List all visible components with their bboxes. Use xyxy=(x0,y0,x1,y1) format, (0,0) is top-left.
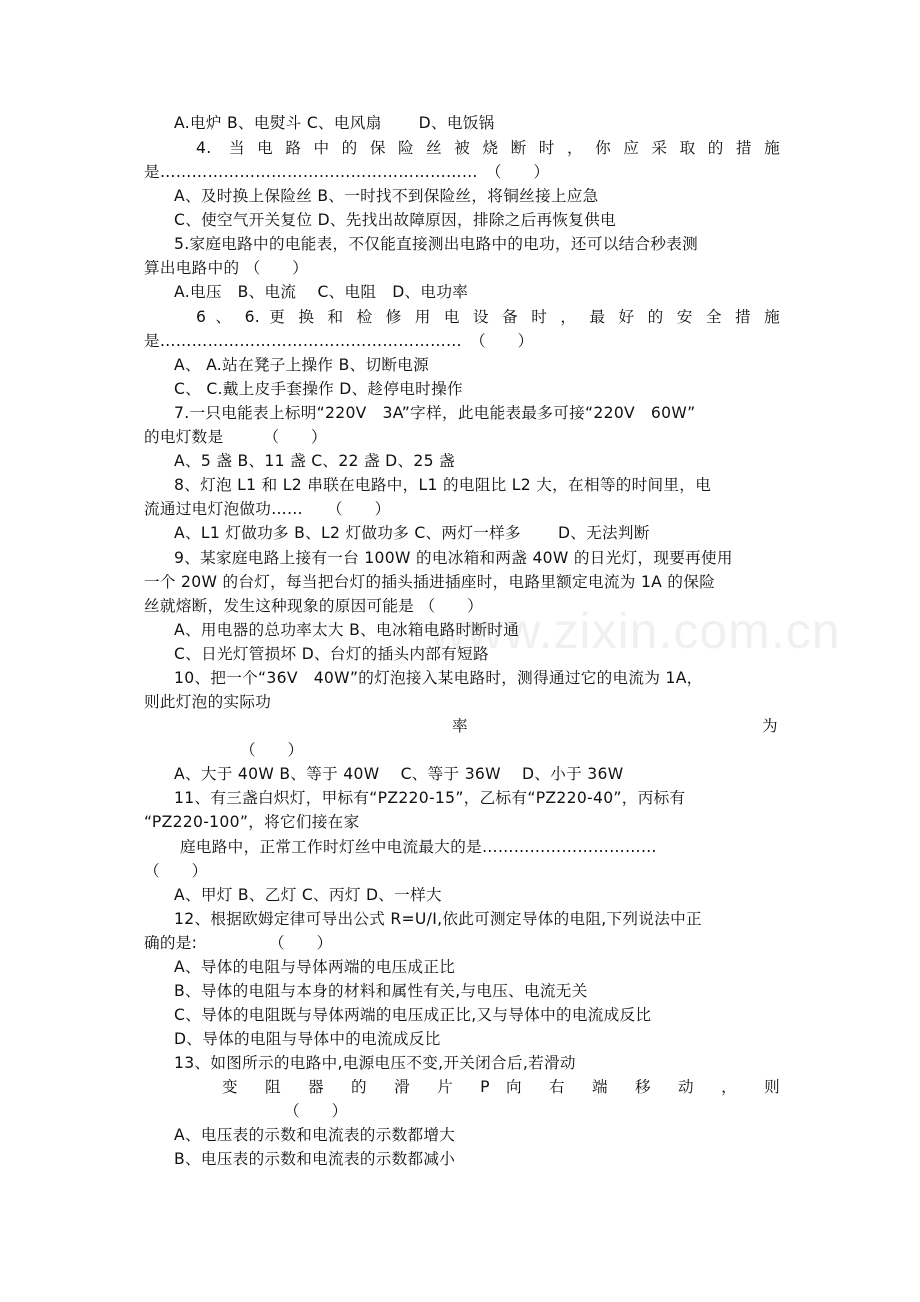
q4-stem-cont: 是…………………………………………………… （ ） xyxy=(144,163,550,181)
q10-stem-cont: 则此灯泡的实际功 xyxy=(144,693,272,711)
q5-stem-cont: 算出电路中的 （ ） xyxy=(144,259,309,277)
q9-option-ab: A、用电器的总功率太大 B、电冰箱电路时断时通 xyxy=(174,621,520,639)
q6-option-cd: C、 C.戴上皮手套操作 D、趁停电时操作 xyxy=(174,380,463,398)
q6-stem: 6 、 6. 更 换 和 检 修 用 电 设 备 时 ， 最 好 的 安 全 措 施 xyxy=(196,308,780,326)
q13-answer-blank: （ ） xyxy=(284,1102,348,1120)
q10-stem: 10、把一个“36V 40W”的灯泡接入某电路时，测得通过它的电流为 1A， xyxy=(174,669,703,687)
q9-stem-cont: 一个 20W 的台灯，每当把台灯的插头插进插座时，电路里额定电流为 1A 的保险 xyxy=(144,573,716,591)
q4-stem: 4. 当电路中的保险丝被烧断时，你应采取的措施 xyxy=(196,139,780,157)
q9-option-cd: C、日光灯管损坏 D、台灯的插头内部有短路 xyxy=(174,645,489,663)
q7-stem-cont: 的电灯数是 （ ） xyxy=(144,428,327,446)
watermark: www.zixin.com.cn xyxy=(430,603,841,659)
q13-option-a: A、电压表的示数和电流表的示数都增大 xyxy=(174,1126,456,1144)
q12-stem: 12、根据欧姆定律可导出公式 R=U/I,依此可测定导体的电阻,下列说法中正 xyxy=(174,910,702,928)
q12-option-b: B、导体的电阻与本身的材料和属性有关,与电压、电流无关 xyxy=(174,982,588,1000)
q13-stem-cont: 变 阻 器 的 滑 片 P 向 右 端 移 动 ， 则 xyxy=(222,1078,780,1096)
q11-stem-cont2: 庭电路中，正常工作时灯丝中电流最大的是…………………………… xyxy=(180,838,657,856)
q4-option-cd: C、使空气开关复位 D、先找出故障原因，排除之后再恢复供电 xyxy=(174,211,616,229)
q3-options: A.电炉 B、电熨斗 C、电风扇 D、电饭锅 xyxy=(174,114,495,132)
q6-stem-cont: 是………………………………………………… （ ） xyxy=(144,332,534,350)
q11-options: A、甲灯 B、乙灯 C、丙灯 D、一样大 xyxy=(174,886,442,904)
q12-option-a: A、导体的电阻与导体两端的电压成正比 xyxy=(174,958,456,976)
q11-stem-cont: “PZ220-100”，将它们接在家 xyxy=(144,813,360,831)
q8-stem: 8、灯泡 L1 和 L2 串联在电路中，L1 的电阻比 L2 大，在相等的时间里，电 xyxy=(174,476,712,494)
q8-options: A、L1 灯做功多 B、L2 灯做功多 C、两灯一样多 D、无法判断 xyxy=(174,524,650,542)
q12-option-c: C、导体的电阻既与导体两端的电压成正比,又与导体中的电流成反比 xyxy=(174,1006,652,1024)
q8-stem-cont: 流通过电灯泡做功…… （ ） xyxy=(144,500,391,518)
q9-stem-cont2: 丝就熔断，发生这种现象的原因可能是 （ ） xyxy=(144,597,484,615)
q9-stem: 9、某家庭电路上接有一台 100W 的电冰箱和两盏 40W 的日光灯，现要再使用 xyxy=(174,549,733,567)
q5-stem: 5.家庭电路中的电能表，不仅能直接测出电路中的电功，还可以结合秒表测 xyxy=(174,235,699,253)
q11-answer-blank: （ ） xyxy=(144,862,208,880)
q10-stem-word2: 为 xyxy=(762,717,778,735)
q11-stem: 11、有三盏白炽灯，甲标有“PZ220-15”，乙标有“PZ220-40”，丙标有 xyxy=(174,789,686,807)
q10-stem-word1: 率 xyxy=(452,717,468,735)
q10-answer-blank: （ ） xyxy=(240,741,304,759)
q6-option-ab: A、 A.站在凳子上操作 B、切断电源 xyxy=(174,356,430,374)
q10-options: A、大于 40W B、等于 40W C、等于 36W D、小于 36W xyxy=(174,765,624,783)
q12-stem-cont: 确的是: （ ） xyxy=(144,934,333,952)
q5-options: A.电压 B、电流 C、电阻 D、电功率 xyxy=(174,283,469,301)
q7-options: A、5 盏 B、11 盏 C、22 盏 D、25 盏 xyxy=(174,452,455,470)
q13-option-b: B、电压表的示数和电流表的示数都减小 xyxy=(174,1150,456,1168)
q4-option-ab: A、及时换上保险丝 B、一时找不到保险丝，将铜丝接上应急 xyxy=(174,187,599,205)
q7-stem: 7.一只电能表上标明“220V 3A”字样，此电能表最多可接“220V 60W” xyxy=(174,404,696,422)
q13-stem: 13、如图所示的电路中,电源电压不变,开关闭合后,若滑动 xyxy=(174,1054,576,1072)
q12-option-d: D、导体的电阻与导体中的电流成反比 xyxy=(174,1030,441,1048)
